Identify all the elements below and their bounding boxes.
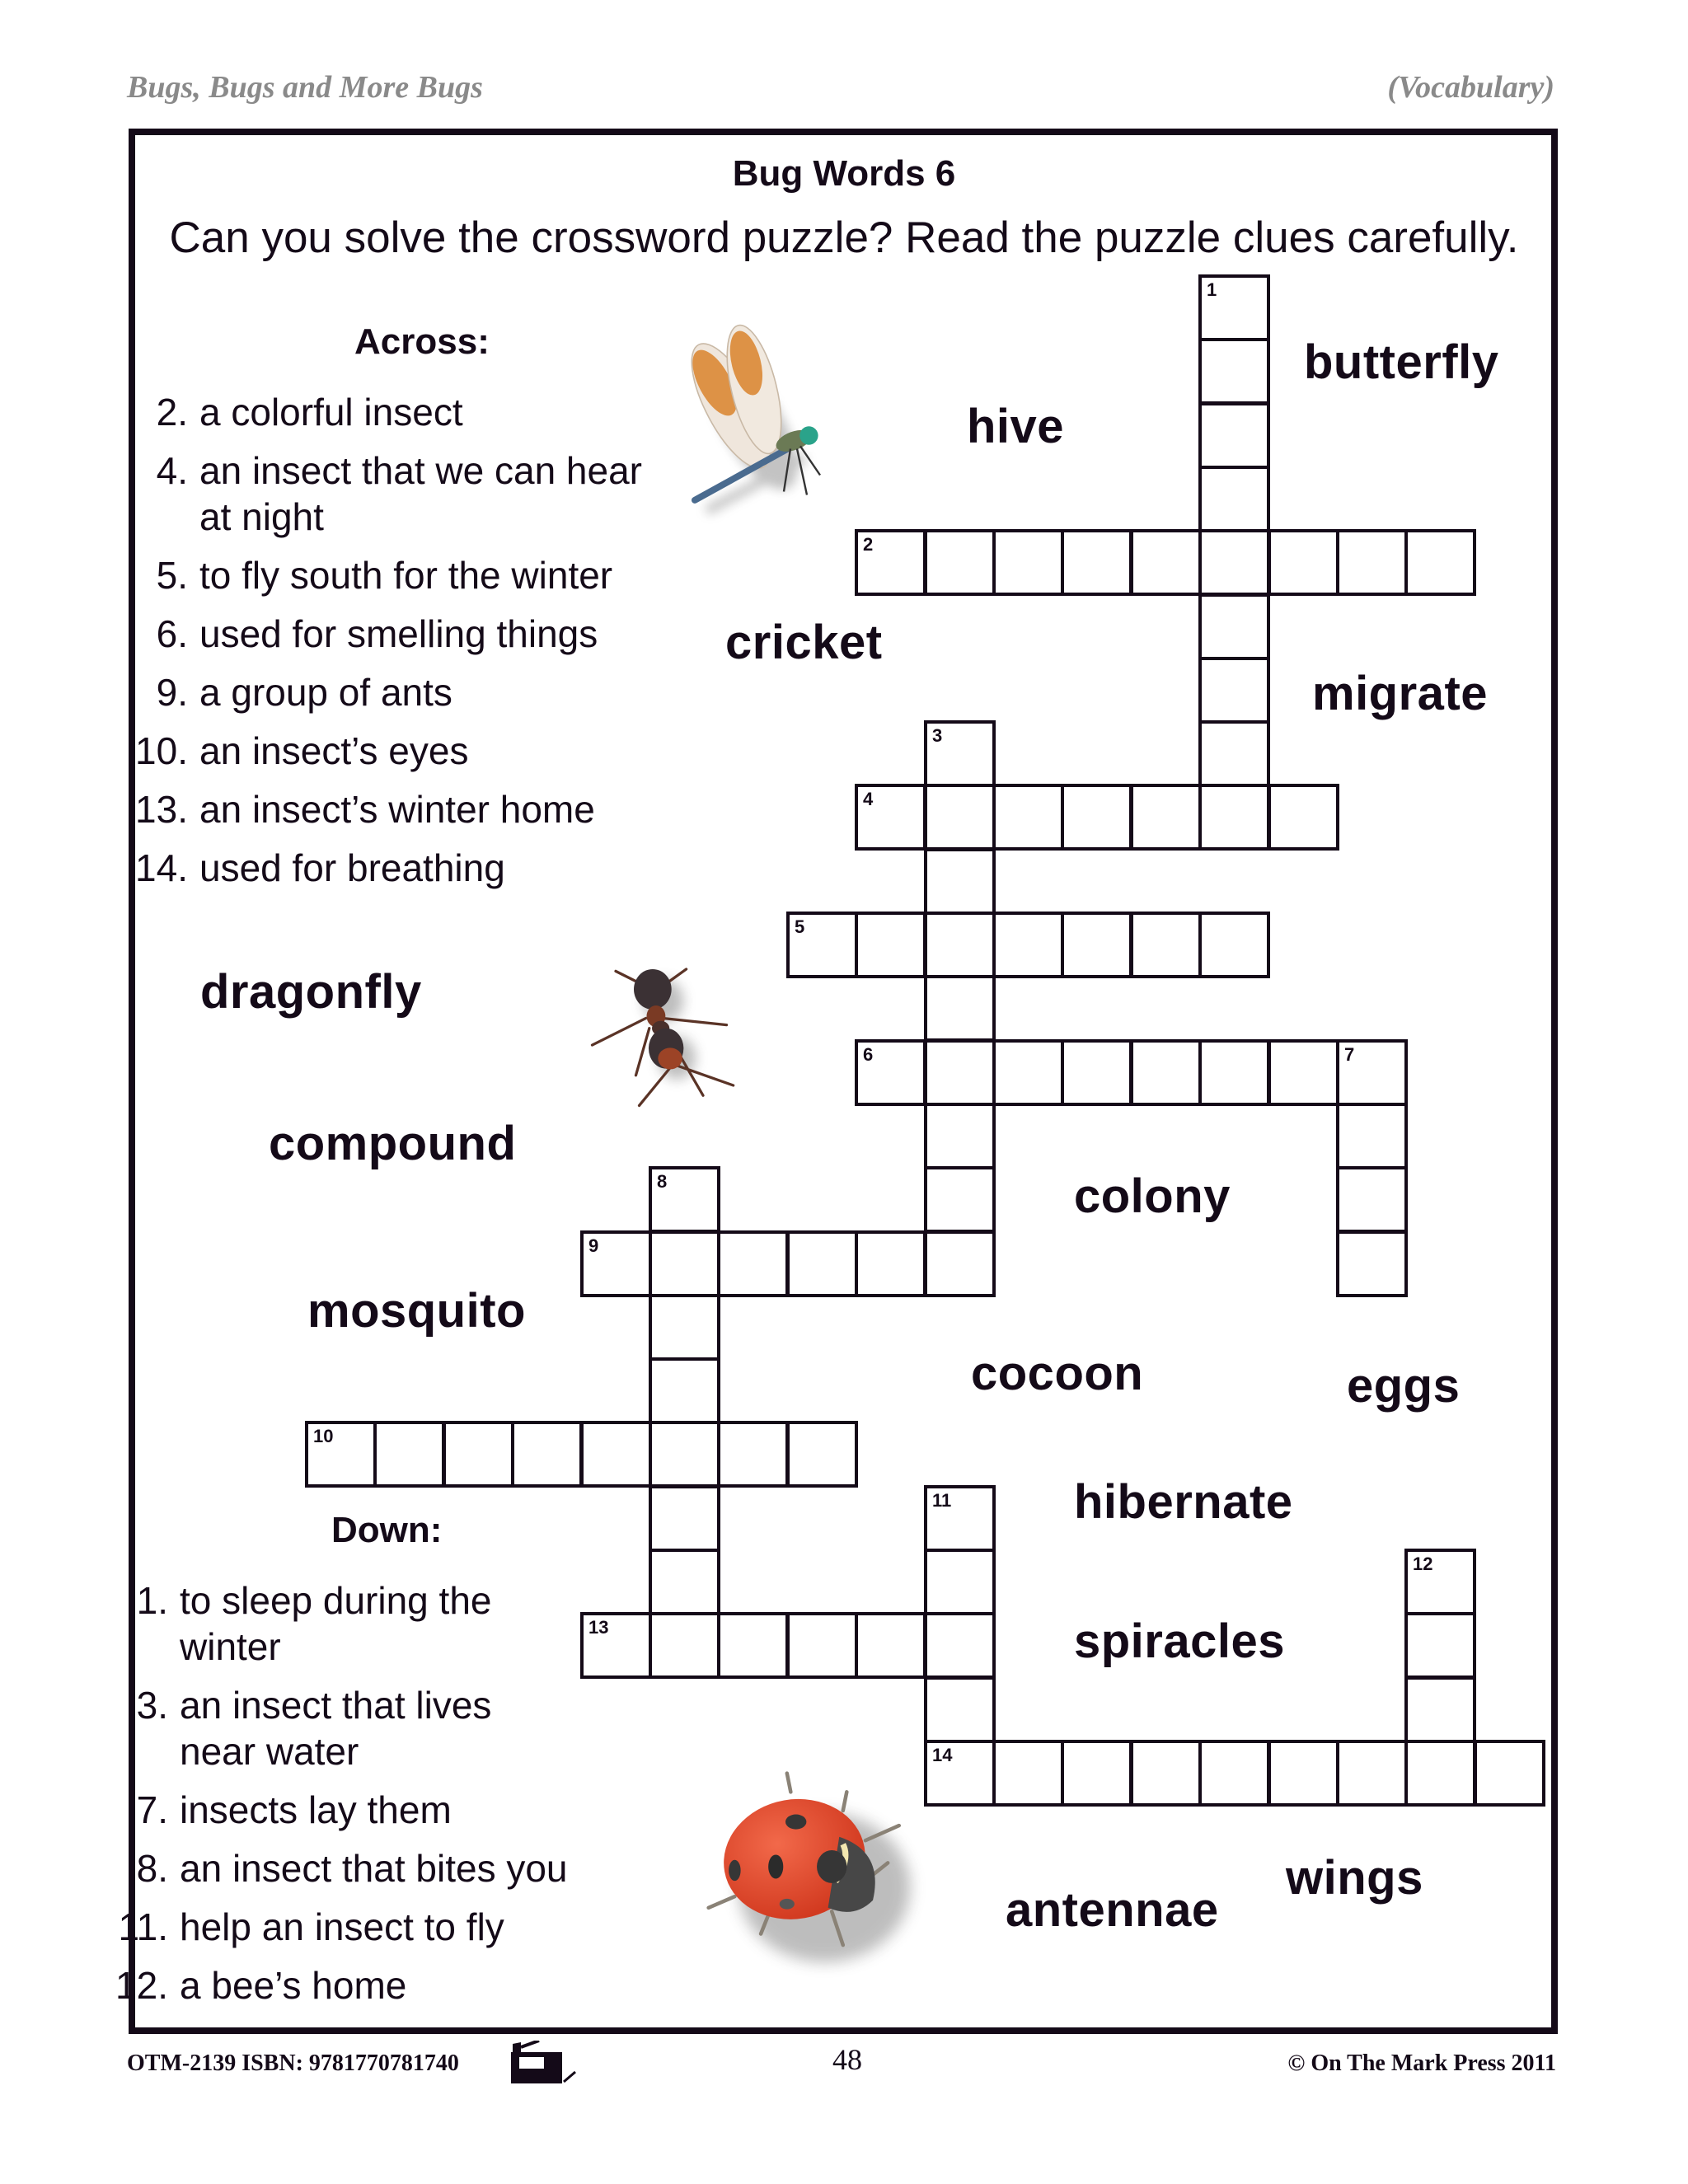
down-heading: Down: (331, 1510, 443, 1550)
crossword-cell[interactable] (649, 1357, 720, 1424)
crossword-cell[interactable] (786, 912, 858, 978)
crossword-cell[interactable] (1198, 274, 1270, 341)
word-bank-dragonfly: dragonfly (200, 965, 422, 1019)
crossword-cell[interactable] (924, 1166, 996, 1233)
footer-code: OTM-2139 ISBN: 9781770781740 (127, 2050, 459, 2076)
crossword-cell[interactable] (1061, 529, 1132, 596)
clue-across-13: 13. an insect’s winter home (135, 788, 595, 831)
crossword-cell[interactable] (924, 1485, 996, 1552)
crossword-cell[interactable] (580, 1230, 652, 1297)
clue-across-14: 14. used for breathing (135, 846, 505, 889)
crossword-cell[interactable] (1061, 912, 1132, 978)
crossword-cell[interactable] (717, 1612, 789, 1679)
word-bank-spiracles: spiracles (1074, 1615, 1286, 1668)
across-heading: Across: (354, 321, 490, 362)
crossword-cell[interactable] (786, 1421, 858, 1488)
word-bank-hive: hive (967, 400, 1065, 453)
crossword-cell[interactable] (580, 1612, 652, 1679)
word-bank-cricket: cricket (725, 616, 883, 669)
crossword-cell[interactable] (580, 1421, 652, 1488)
crossword-cell[interactable] (649, 1230, 720, 1297)
word-bank-wings: wings (1286, 1851, 1423, 1905)
crossword-cell[interactable] (1336, 1039, 1408, 1106)
crossword-cell[interactable] (1198, 593, 1270, 660)
clue-number: 10 (313, 1426, 334, 1446)
crossword-cell[interactable] (924, 848, 996, 915)
crossword-cell[interactable] (1130, 912, 1202, 978)
crossword-cell[interactable] (1336, 1740, 1408, 1807)
crossword-cell[interactable] (1404, 1549, 1476, 1615)
crossword-cell[interactable] (1198, 912, 1270, 978)
crossword-cell[interactable] (1336, 1166, 1408, 1233)
crossword-cell[interactable] (924, 720, 996, 787)
clue-number: 14 (932, 1745, 953, 1765)
crossword-cell[interactable] (924, 1103, 996, 1169)
crossword-cell[interactable] (649, 1421, 720, 1488)
across-clue-list (122, 389, 682, 891)
crossword-cell[interactable] (924, 1230, 996, 1297)
crossword-cell[interactable] (924, 1039, 996, 1106)
crossword-cell[interactable] (855, 529, 926, 596)
crossword-cell[interactable] (443, 1421, 514, 1488)
ant-icon (564, 954, 755, 1129)
clue-across-10: 10. an insect’s eyes (135, 729, 469, 772)
clue-number: 4 (863, 789, 874, 809)
crossword-cell[interactable] (305, 1421, 377, 1488)
crossword-cell[interactable] (1198, 657, 1270, 724)
crossword-cell[interactable] (855, 1612, 926, 1679)
crossword-cell[interactable] (717, 1230, 789, 1297)
crossword-cell[interactable] (924, 912, 996, 978)
word-bank-butterfly: butterfly (1304, 335, 1499, 389)
clue-down-12: 12. a bee’s home (115, 1964, 407, 2007)
clue-across-9: 9. a group of ants (156, 671, 452, 714)
clue-down-1: 1. to sleep during the winter (136, 1579, 492, 1668)
page-number: 48 (832, 2043, 862, 2076)
crossword-cell[interactable] (786, 1612, 858, 1679)
clue-number: 12 (1413, 1554, 1433, 1574)
crossword-cell[interactable] (786, 1230, 858, 1297)
crossword-cell[interactable] (511, 1421, 583, 1488)
crossword-cell[interactable] (855, 784, 926, 851)
clue-number: 2 (863, 534, 874, 555)
crossword-cell[interactable] (1404, 1740, 1476, 1807)
clue-down-3: 3. an insect that lives near water (136, 1684, 492, 1773)
crossword-cell[interactable] (1130, 784, 1202, 851)
clue-down-7: 7. insects lay them (136, 1788, 452, 1831)
crossword-cell[interactable] (992, 1740, 1064, 1807)
crossword-cell[interactable] (1404, 529, 1476, 596)
clue-number: 11 (932, 1490, 952, 1511)
crossword-cell[interactable] (1336, 529, 1408, 596)
crossword-cell[interactable] (1198, 720, 1270, 787)
crossword-cell[interactable] (1336, 1103, 1408, 1169)
crossword-cell[interactable] (1268, 529, 1339, 596)
photocopier-icon (509, 2041, 600, 2085)
word-bank-antennae: antennae (1006, 1883, 1219, 1937)
crossword-cell[interactable] (992, 912, 1064, 978)
clue-number: 1 (1207, 279, 1217, 300)
crossword-cell[interactable] (1404, 1676, 1476, 1743)
crossword-cell[interactable] (855, 1039, 926, 1106)
copyright: © On The Mark Press 2011 (1287, 2050, 1556, 2076)
clue-number: 7 (1344, 1044, 1355, 1065)
word-bank-cocoon: cocoon (971, 1347, 1144, 1400)
crossword-cell[interactable] (1130, 1039, 1202, 1106)
crossword-cell[interactable] (1474, 1740, 1545, 1807)
ladybug-icon (690, 1769, 929, 1980)
word-bank-compound: compound (269, 1117, 517, 1170)
crossword-cell[interactable] (1198, 1039, 1270, 1106)
crossword-cell[interactable] (1404, 1612, 1476, 1679)
crossword-cell[interactable] (992, 1039, 1064, 1106)
crossword-cell[interactable] (924, 784, 996, 851)
crossword-cell[interactable] (1268, 784, 1339, 851)
crossword-cell[interactable] (992, 784, 1064, 851)
clue-number: 9 (588, 1235, 599, 1256)
crossword-cell[interactable] (1198, 1740, 1270, 1807)
crossword-cell[interactable] (1198, 466, 1270, 532)
crossword-cell[interactable] (1061, 1039, 1132, 1106)
clue-number: 13 (588, 1617, 609, 1638)
crossword-cell[interactable] (1198, 529, 1270, 596)
clue-across-2: 2. a colorful insect (156, 391, 463, 434)
crossword-cell[interactable] (373, 1421, 445, 1488)
crossword-cell[interactable] (649, 1294, 720, 1361)
clue-number: 3 (932, 725, 943, 746)
crossword-cell[interactable] (924, 975, 996, 1042)
crossword-cell[interactable] (924, 1549, 996, 1615)
crossword-cell[interactable] (1061, 784, 1132, 851)
dragonfly-icon (668, 307, 866, 525)
crossword-cell[interactable] (1198, 402, 1270, 469)
crossword-cell[interactable] (1198, 338, 1270, 405)
clue-across-5: 5. to fly south for the winter (156, 554, 613, 597)
down-clue-list (102, 1577, 630, 2008)
word-bank-hibernate: hibernate (1074, 1475, 1293, 1529)
clue-down-8: 8. an insect that bites you (136, 1847, 568, 1890)
crossword-cell[interactable] (855, 1230, 926, 1297)
crossword-cell[interactable] (649, 1612, 720, 1679)
crossword-cell[interactable] (1130, 1740, 1202, 1807)
crossword-cell[interactable] (1130, 529, 1202, 596)
crossword-cell[interactable] (649, 1549, 720, 1615)
crossword-cell[interactable] (992, 529, 1064, 596)
crossword-cell[interactable] (1061, 1740, 1132, 1807)
crossword-cell[interactable] (1336, 1230, 1408, 1297)
book-title: Bugs, Bugs and More Bugs (127, 70, 483, 105)
crossword-cell[interactable] (649, 1485, 720, 1552)
crossword-cell[interactable] (1198, 784, 1270, 851)
crossword-cell[interactable] (924, 1676, 996, 1743)
crossword-cell[interactable] (924, 1740, 996, 1807)
clue-number: 6 (863, 1044, 874, 1065)
crossword-cell[interactable] (717, 1421, 789, 1488)
worksheet-instructions: Can you solve the crossword puzzle? Read the puzzle clues carefully. (169, 213, 1519, 262)
crossword-cell[interactable] (924, 529, 996, 596)
clue-down-11: 11. help an insect to fly (118, 1905, 504, 1948)
crossword-cell[interactable] (649, 1166, 720, 1233)
clue-number: 5 (795, 916, 805, 937)
word-bank-colony: colony (1074, 1169, 1231, 1223)
crossword-cell[interactable] (1268, 1740, 1339, 1807)
crossword-cell[interactable] (855, 912, 926, 978)
worksheet-title: Bug Words 6 (732, 153, 956, 194)
crossword-cell[interactable] (1268, 1039, 1339, 1106)
clue-across-6: 6. used for smelling things (156, 612, 598, 655)
word-bank-eggs: eggs (1347, 1359, 1461, 1413)
word-bank-migrate: migrate (1312, 667, 1489, 720)
word-bank-mosquito: mosquito (307, 1284, 526, 1338)
clue-across-4: 4. an insect that we can hear at night (156, 449, 642, 538)
crossword-cell[interactable] (924, 1612, 996, 1679)
clue-number: 8 (657, 1171, 668, 1192)
section-label: (Vocabulary) (1387, 70, 1554, 105)
